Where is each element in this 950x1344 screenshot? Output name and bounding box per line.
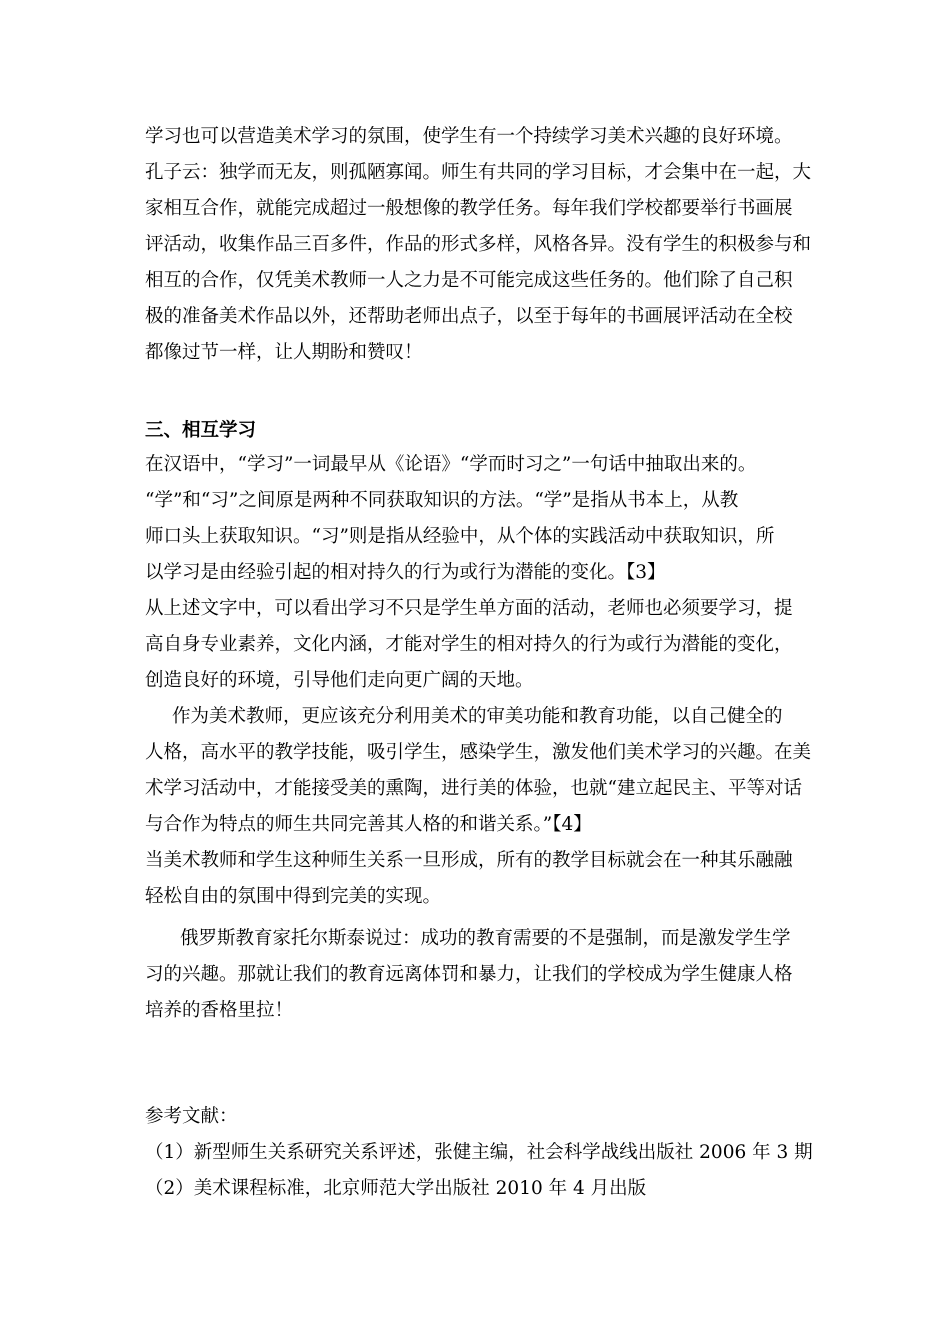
body-text-line: 师口头上获取知识。“习”则是指从经验中，从个体的实践活动中获取知识，所 <box>145 526 775 547</box>
body-text-line: 术学习活动中，才能接受美的熏陶，进行美的体验，也就“建立起民主、平等对话 <box>145 778 802 799</box>
body-text-line: 相互的合作，仅凭美术教师一人之力是不可能完成这些任务的。他们除了自己积 <box>145 270 793 291</box>
body-text-line: 轻松自由的氛围中得到完美的实现。 <box>145 886 442 907</box>
body-text-line: 极的准备美术作品以外，还帮助老师出点子，以至于每年的书画展评活动在全校 <box>145 306 793 327</box>
body-text-line: 高自身专业素养，文化内涵，才能对学生的相对持久的行为或行为潜能的变化， <box>145 634 793 655</box>
body-text-line: 孔子云：独学而无友，则孤陋寡闻。师生有共同的学习目标，才会集中在一起，大 <box>145 162 812 183</box>
body-text-line: 人格，高水平的教学技能，吸引学生，感染学生，激发他们美术学习的兴趣。在美 <box>145 742 812 763</box>
body-text-line: 从上述文字中，可以看出学习不只是学生单方面的活动，老师也必须要学习，提 <box>145 598 793 619</box>
body-text-line: 学习也可以营造美术学习的氛围，使学生有一个持续学习美术兴趣的良好环境。 <box>145 126 793 147</box>
body-text-line: 习的兴趣。那就让我们的教育远离体罚和暴力，让我们的学校成为学生健康人格 <box>145 964 793 985</box>
body-text-line: 在汉语中，“学习”一词最早从《论语》“学而时习之”一句话中抽取出来的。 <box>145 454 757 475</box>
body-text-line: 都像过节一样，让人期盼和赞叹！ <box>145 342 423 363</box>
reference-item: （1）新型师生关系研究关系评述，张健主编，社会科学战线出版社 2006 年 3 期 <box>145 1142 813 1163</box>
body-text-line: 培养的香格里拉！ <box>145 1000 294 1021</box>
body-text-line: 作为美术教师，更应该充分利用美术的审美功能和教育功能，以自己健全的 <box>172 706 783 727</box>
body-text-line: 俄罗斯教育家托尔斯泰说过：成功的教育需要的不是强制，而是激发学生学 <box>180 928 791 949</box>
body-text-line: “学”和“习”之间原是两种不同获取知识的方法。“学”是指从书本上，从教 <box>145 490 739 511</box>
body-text-line: 创造良好的环境，引导他们走向更广阔的天地。 <box>145 670 534 691</box>
body-text-line: 以学习是由经验引起的相对持久的行为或行为潜能的变化。【3】 <box>145 562 666 583</box>
section-heading: 三、相互学习 <box>145 420 257 441</box>
body-text-line: 家相互合作，就能完成超过一般想像的教学任务。每年我们学校都要举行书画展 <box>145 198 793 219</box>
references-title: 参考文献： <box>145 1106 238 1127</box>
body-text-line: 当美术教师和学生这种师生关系一旦形成，所有的教学目标就会在一种其乐融融 <box>145 850 793 871</box>
reference-item: （2）美术课程标准，北京师范大学出版社 2010 年 4 月出版 <box>145 1178 647 1199</box>
body-text-line: 评活动，收集作品三百多件，作品的形式多样，风格各异。没有学生的积极参与和 <box>145 234 812 255</box>
body-text-line: 与合作为特点的师生共同完善其人格的和谐关系。”【4】 <box>145 814 592 835</box>
